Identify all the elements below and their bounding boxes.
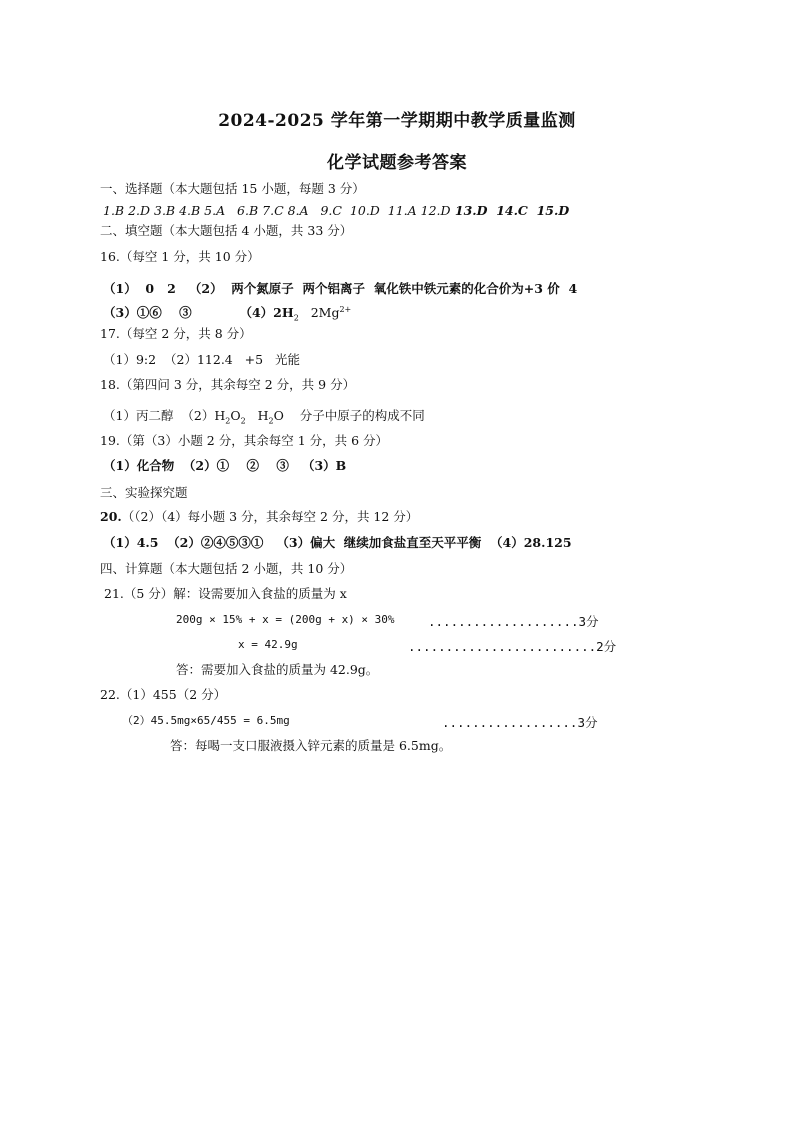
- q16-answer-line1: （1） 0 2 （2） 两个氮原子 两个铝离子 氧化铁中铁元素的化合价为+3 价 4: [103, 281, 578, 296]
- section1-heading: 一、选择题（本大题包括 15 小题，每题 3 分）: [100, 181, 365, 196]
- q21-equation-1-score: ....................3分: [428, 614, 599, 629]
- q17-heading: 17.（每空 2 分，共 8 分）: [100, 326, 252, 341]
- q17-answer-line: （1）9:2 （2）112.4 +5 光能: [103, 352, 301, 367]
- q19-answer-line: （1）化合物 （2）① ② ③ （3）B: [103, 458, 347, 473]
- section4-heading: 四、计算题（本大题包括 2 小题，共 10 分）: [100, 561, 353, 576]
- q22-equation-score: ..................3分: [442, 715, 598, 730]
- choice-answers-bold: 13.D 14.C 15.D: [450, 203, 570, 218]
- q18-heading: 18.（第四问 3 分，其余每空 2 分，共 9 分）: [100, 377, 356, 392]
- q19-heading: 19.（第（3）小题 2 分，其余每空 1 分，共 6 分）: [100, 433, 389, 448]
- q16-heading: 16.（每空 1 分，共 10 分）: [100, 249, 260, 264]
- choice-answers: 1.B 2.D 3.B 4.B 5.A 6.B 7.C 8.A 9.C 10.D 11.A 12.D: [103, 203, 451, 218]
- q20-answer-line: （1）4.5 （2）②④⑤③① （3）偏大 继续加食盐直至天平平衡 （4）28.125: [103, 535, 572, 550]
- q21-equation-1: 200g × 15% + x = (200g + x) × 30%: [176, 613, 395, 626]
- q21-heading: 21.（5 分）解：设需要加入食盐的质量为 x: [104, 586, 347, 601]
- q21-equation-2: x = 42.9g: [238, 638, 298, 651]
- q16-answer-line2: （3）①⑥ ③ $(4)2H_2$ $2Mg^{2+}$: [103, 305, 352, 323]
- section3-heading: 三、实验探究题: [100, 485, 188, 500]
- q22-conclusion: 答：每喝一支口服液摄入锌元素的质量是 6.5mg。: [170, 738, 452, 753]
- q22-equation: （2）45.5mg×65/455 = 6.5mg: [122, 714, 290, 727]
- q20-heading: 20.（（2）（4）每小题 3 分，其余每空 2 分，共 12 分）: [100, 509, 419, 524]
- page-title: 2024-2025 学年第一学期期中教学质量监测: [218, 111, 576, 131]
- q18-answer-line: （1）丙二醇 $(2)H_2O_2$ $H_2O$ 分子中原子的构成不同: [103, 408, 425, 426]
- q21-equation-2-score: .........................2分: [408, 639, 617, 654]
- section1-answers: [103, 203, 569, 219]
- q21-conclusion: 答：需要加入食盐的质量为 42.9g。: [176, 662, 379, 677]
- section2-heading: 二、填空题（本大题包括 4 小题，共 33 分）: [100, 223, 353, 238]
- page-subtitle: 化学试题参考答案: [327, 153, 467, 173]
- q22-heading: 22.（1）455（2 分）: [100, 687, 227, 702]
